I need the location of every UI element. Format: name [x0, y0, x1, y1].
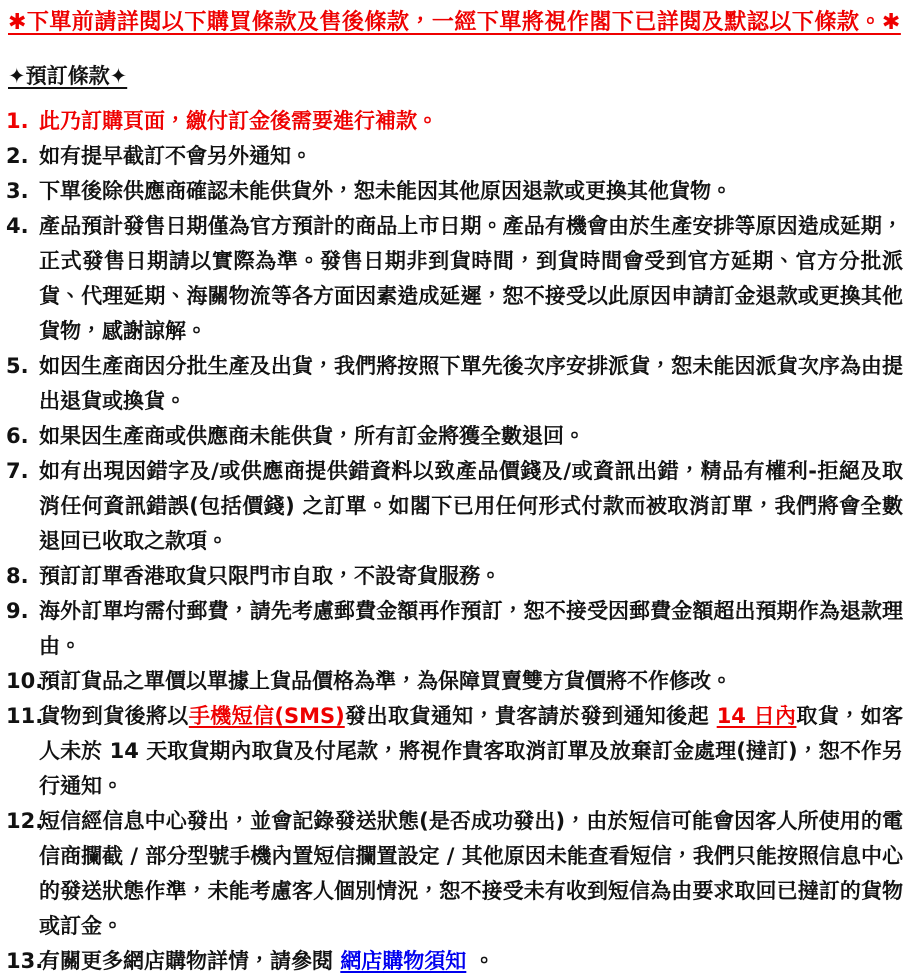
term-text-segment: 如果因生產商或供應商未能供貨，所有訂金將獲全數退回。 — [39, 424, 585, 448]
term-text — [39, 349, 903, 419]
term-text — [39, 804, 903, 944]
term-text-segment: 。 — [466, 949, 495, 973]
term-text — [39, 454, 903, 559]
term-text — [39, 174, 903, 209]
term-text-segment: 預訂訂單香港取貨只限門市自取，不設寄貨服務。 — [39, 564, 501, 588]
term-text-segment: 貨物到貨後將以 — [39, 704, 189, 728]
term-item — [6, 419, 903, 454]
purchase-notice-banner: ✱下單前請詳閱以下購買條款及售後條款，一經下單將視作閣下已詳閱及默認以下條款。✱ — [8, 10, 901, 35]
term-text-segment: 取貨，如客人未於 14 天取貨期內取貨及付尾款，將視作貴客取消訂單及放棄訂金處理(撻訂)，恕不作另行通知。 — [39, 704, 904, 798]
store-shopping-guide-link[interactable]: 網店購物須知 — [340, 949, 467, 973]
term-item — [6, 699, 903, 804]
term-text — [39, 944, 903, 979]
term-item — [6, 944, 903, 979]
term-text-segment: 有關更多網店購物詳情，請參閱 — [39, 949, 341, 973]
term-number: 12. — [6, 809, 44, 833]
term-item — [6, 559, 903, 594]
term-number: 8. — [6, 564, 29, 588]
term-item — [6, 104, 903, 139]
term-item — [6, 664, 903, 699]
term-number: 3. — [6, 179, 29, 203]
highlighted-alert-text: 手機短信(SMS) — [188, 704, 345, 728]
term-item — [6, 454, 903, 559]
term-number: 10. — [6, 669, 44, 693]
term-text — [39, 699, 903, 804]
term-text-segment: 短信經信息中心發出，並會記錄發送狀態(是否成功發出)，由於短信可能會因客人所使用的電信商攔截 / 部分型號手機內置短信攔置設定 / 其他原因未能查看短信，我們只能按照信息中心的發送狀態作準，未能考慮客人個別情況，恕不接受未有收到短信為由要求取回已撻訂的貨物或訂金。 — [39, 809, 903, 938]
term-text — [39, 594, 903, 664]
term-number: 11. — [6, 704, 44, 728]
term-text-segment: 如有出現因錯字及/或供應商提供錯資料以致產品價錢及/或資訊出錯，精品有權利-拒絕及取消任何資訊錯誤(包括價錢) 之訂單。如閣下已用任何形式付款而被取消訂單，我們將會全數退回已收取之款項。 — [39, 459, 903, 553]
term-text — [39, 559, 903, 594]
term-item — [6, 594, 903, 664]
term-item — [6, 804, 903, 944]
term-number: 7. — [6, 459, 29, 483]
term-item — [6, 139, 903, 174]
term-text-segment: 預訂貨品之單價以單據上貨品價格為準，為保障買賣雙方貨價將不作修改。 — [39, 669, 732, 693]
term-text — [39, 139, 903, 174]
term-text — [39, 209, 903, 349]
terms-list — [6, 104, 903, 979]
term-number: 9. — [6, 599, 29, 623]
section-title-preorder-terms: ✦預訂條款✦ — [8, 64, 128, 88]
term-number: 1. — [6, 109, 29, 133]
term-text-segment: 下單後除供應商確認未能供貨外，恕未能因其他原因退款或更換其他貨物。 — [39, 179, 732, 203]
term-text-segment: 發出取貨通知，貴客請於發到通知後起 — [344, 704, 717, 728]
term-number: 4. — [6, 214, 29, 238]
term-number: 6. — [6, 424, 29, 448]
term-number: 13. — [6, 949, 44, 973]
term-item — [6, 209, 903, 349]
term-text-segment: 如因生產商因分批生產及出貨，我們將按照下單先後次序安排派貨，恕未能因派貨次序為由提出退貨或換貨。 — [39, 354, 903, 413]
term-number: 5. — [6, 354, 29, 378]
term-text-segment: 產品預計發售日期僅為官方預計的商品上市日期。產品有機會由於生產安排等原因造成延期，正式發售日期請以實際為準。發售日期非到貨時間，到貨時間會受到官方延期、官方分批派貨、代理延期、海關物流等各方面因素造成延遲，恕不接受以此原因申請訂金退款或更換其他貨物，感謝諒解。 — [39, 214, 903, 343]
term-number: 2. — [6, 144, 29, 168]
term-text-segment: 如有提早截訂不會另外通知。 — [39, 144, 312, 168]
term-text — [39, 104, 903, 139]
term-item — [6, 349, 903, 419]
term-text-segment: 海外訂單均需付郵費，請先考慮郵費金額再作預訂，恕不接受因郵費金額超出預期作為退款理由。 — [39, 599, 903, 658]
term-item — [6, 174, 903, 209]
term-text — [39, 664, 903, 699]
term-text — [39, 419, 903, 454]
term-text-segment: 此乃訂購頁面，繳付訂金後需要進行補款。 — [39, 109, 438, 133]
highlighted-alert-text: 14 日內 — [716, 704, 797, 728]
